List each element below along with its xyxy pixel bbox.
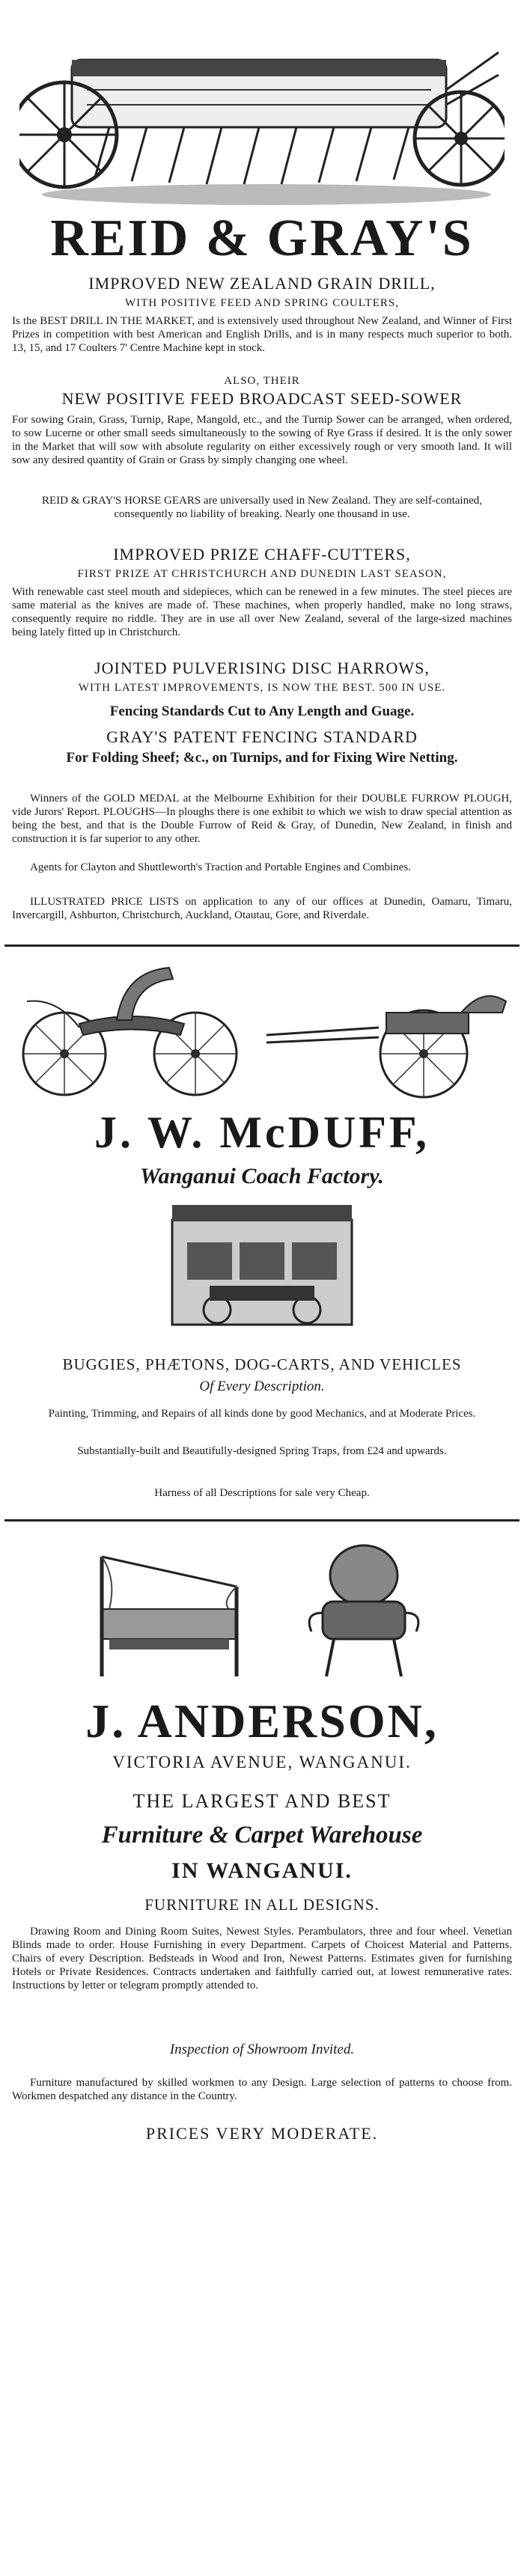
price-lists-description: ILLUSTRATED PRICE LISTS on application to any of our offices at Dunedin, Oamaru, Timaru, Invercargill, Ashburton, Christchurch, Auckland, Otautau, Gore, and Riverdale.	[12, 896, 512, 921]
coach-factory: Wanganui Coach Factory.	[140, 1164, 384, 1188]
drill-description: Is the BEST DRILL IN THE MARKET, and is extensively used throughout New Zealand, and Winner of First Prizes in competition with best American and English Drills, and is in many respects much superior to both. 13, 15, and 17 Coulters 7' Centre Machine kept in stock.	[12, 315, 512, 354]
section-divider	[4, 944, 520, 947]
drill-subtitle: WITH POSITIVE FEED AND SPRING COULTERS,	[125, 297, 399, 309]
furniture-carpet-warehouse: Furniture & Carpet Warehouse	[101, 1822, 423, 1849]
newspaper-column	[4, 0, 520, 2576]
in-wanganui: IN WANGANUI.	[171, 1858, 353, 1883]
disc-harrows-title: JOINTED PULVERISING DISC HARROWS,	[94, 659, 430, 677]
buggy-illustration	[12, 956, 252, 1099]
anderson-address: VICTORIA AVENUE, WANGANUI.	[112, 1753, 412, 1771]
disc-harrows-subtitle: WITH LATEST IMPROVEMENTS, IS NOW THE BEST. 500 IN USE.	[78, 682, 446, 694]
harness: Harness of all Descriptions for sale very Cheap.	[154, 1487, 370, 1499]
armchair-illustration	[296, 1542, 431, 1684]
every-description: Of Every Description.	[199, 1379, 325, 1394]
section-divider-2	[4, 1519, 520, 1522]
also-their: ALSO, THEIR	[224, 375, 300, 387]
patent-fencing-title: GRAY'S PATENT FENCING STANDARD	[106, 727, 418, 746]
chaff-cutters-description: With renewable cast steel mouth and sidepieces, which can be renewed in a few minutes. The steel pieces are same material as the knives are made of. These machines, when properly handled, make no long straws, consequently require no riddle. They are in use all over New Zealand, several of the large-sized machines being lately fitted up in Christchurch.	[12, 586, 512, 638]
anderson-description: Drawing Room and Dining Room Suites, Newest Styles. Perambulators, three and four wheel. Venetian Blinds made to order. House Furnishing in every Department. Carpets of Choicest Material and Patterns. Chairs of every Description. Bedsteads in Wood and Iron, Newest Patterns. Estimates given for furnishing Hotels or Private Residences. Contracts undertaken and faithfully carried out, at lowest remunerative rates. Instructions by letter or telegram promptly attended to.	[12, 1926, 512, 1991]
fencing-standards: Fencing Standards Cut to Any Length and Guage.	[109, 703, 415, 719]
chaff-cutters-title: IMPROVED PRIZE CHAFF-CUTTERS,	[113, 545, 411, 564]
reid-gray-name: REID & GRAY'S	[50, 210, 474, 267]
prices-very-moderate: PRICES VERY MODERATE.	[145, 2124, 379, 2143]
furniture-manufactured: Furniture manufactured by skilled workmen to any Design. Large selection of patterns to choose from. Workmen despatched any distance in the Country.	[12, 2077, 512, 2102]
painting-repairs: Painting, Trimming, and Repairs of all kinds done by good Mechanics, and at Moderate Prices.	[48, 1408, 476, 1420]
anderson-name: J. ANDERSON,	[85, 1694, 439, 1748]
spring-traps: Substantially-built and Beautifully-designed Spring Traps, from £24 and upwards.	[77, 1445, 447, 1457]
mcduff-name: J. W. McDUFF,	[94, 1108, 430, 1157]
buggies-line: BUGGIES, PHÆTONS, DOG-CARTS, AND VEHICLES	[62, 1355, 462, 1373]
chaff-cutters-subtitle: FIRST PRIZE AT CHRISTCHURCH AND DUNEDIN LAST SEASON,	[77, 568, 447, 580]
dog-cart-illustration	[266, 956, 514, 1099]
seed-drill-illustration	[19, 7, 505, 210]
coach-factory-building-illustration	[165, 1197, 359, 1332]
patent-fencing-subtitle: For Folding Sheef; &c., on Turnips, and for Fixing Wire Netting.	[66, 750, 458, 766]
gold-medal-description: Winners of the GOLD MEDAL at the Melbourne Exhibition for their DOUBLE FURROW PLOUGH, vide Jurors' Report. PLOUGHS—In ploughs there is one exhibit to which we wish to draw special attention as being the best, and that is the Double Furrow of Reid & Gray, of Dunedin, New Zealand, in finish and construction it is far superior to any other.	[12, 793, 512, 845]
largest-and-best: THE LARGEST AND BEST	[132, 1790, 392, 1812]
bedstead-illustration	[87, 1534, 252, 1684]
sower-title: NEW POSITIVE FEED BROADCAST SEED-SOWER	[61, 389, 463, 408]
sower-description: For sowing Grain, Grass, Turnip, Rape, Mangold, etc., and the Turnip Sower can be arranged, when ordered, to sow Lucerne or other small seeds simultaneously to the sowing of Rye Grass if desired. It is the only sower in the Market that will sow with absolute regularity on either excessively rough or very smooth land. It will sow any desired quantity of Grain or Grass by simply changing one wheel.	[12, 414, 512, 466]
agents-description: Agents for Clayton and Shuttleworth's Traction and Portable Engines and Combines.	[30, 861, 411, 873]
horse-gears-description: REID & GRAY'S HORSE GEARS are universally used in New Zealand. They are self-contained, consequently no liability of breaking. Nearly one thousand in use.	[41, 495, 482, 520]
showroom-inspection: Inspection of Showroom Invited.	[169, 2042, 355, 2057]
furniture-designs: FURNITURE IN ALL DESIGNS.	[144, 1896, 380, 1914]
drill-title: IMPROVED NEW ZEALAND GRAIN DRILL,	[88, 274, 436, 293]
